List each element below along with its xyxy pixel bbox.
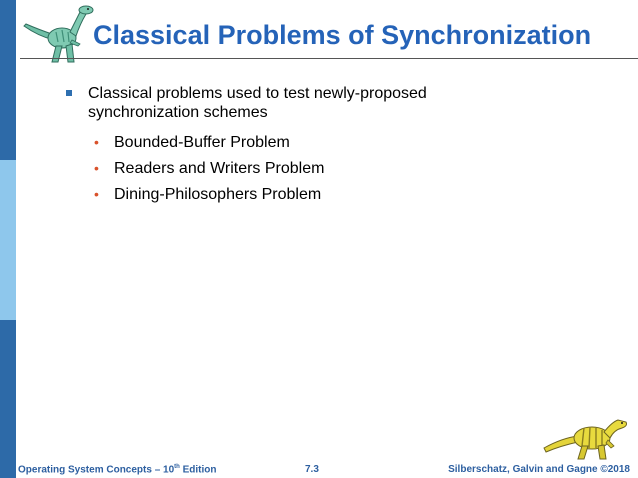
round-bullet-icon: •	[94, 134, 99, 150]
square-bullet-icon	[66, 90, 72, 96]
sub-bullet-text: Readers and Writers Problem	[114, 160, 325, 177]
yellow-dinosaur-icon	[542, 408, 634, 460]
sub-bullet-item	[94, 159, 586, 178]
footer-book-sup: th	[174, 464, 180, 470]
footer-copyright: Silberschatz, Galvin and Gagne ©2018	[448, 464, 630, 475]
green-dinosaur-icon	[22, 2, 104, 66]
main-bullet	[66, 84, 586, 122]
footer-page-number: 7.3	[305, 464, 319, 475]
footer-book-suffix: Edition	[179, 464, 217, 476]
title-divider	[20, 58, 638, 59]
sub-bullet-text: Bounded-Buffer Problem	[114, 134, 290, 151]
footer-book-name: Operating System Concepts – 10	[18, 464, 175, 476]
side-decoration-bar	[0, 0, 16, 478]
main-bullet-text	[88, 84, 427, 122]
round-bullet-icon: •	[94, 186, 99, 202]
main-bullet-line-2: synchronization schemes	[88, 104, 268, 121]
round-bullet-icon: •	[94, 160, 99, 176]
sub-bullet-list	[94, 133, 586, 204]
sub-bullet-item	[94, 133, 586, 152]
slide-footer	[0, 459, 638, 478]
slide-title: Classical Problems of Synchronization	[93, 20, 592, 50]
sub-bullet-item	[94, 185, 586, 204]
footer-book-title	[18, 464, 217, 475]
sub-bullet-text: Dining-Philosophers Problem	[114, 186, 322, 203]
slide-content	[66, 84, 586, 211]
main-bullet-line-1: Classical problems used to test newly-proposed	[88, 85, 427, 102]
